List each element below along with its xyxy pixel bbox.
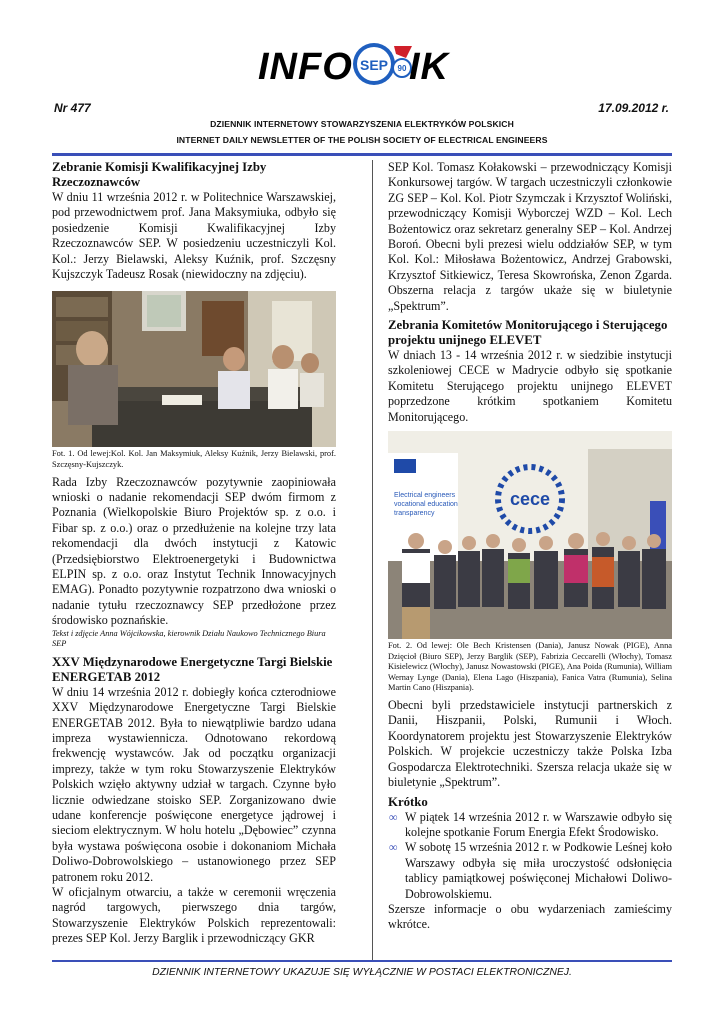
logo-ik-text: IK xyxy=(409,46,449,88)
list-item xyxy=(388,810,672,841)
footer-notice: DZIENNIK INTERNETOWY UKAZUJE SIĘ WYŁĄCZNIE W POSTACI ELEKTRONICZNEJ. xyxy=(152,967,572,978)
photo2-caption: Fot. 2. Od lewej: Ole Bech Kristensen (Dania), Janusz Nowak (PIGE), Anna Dzięcioł (Biuro SEP), Jerzy Barglik (SEP), Fabrizia Ceccarelli (Włochy), Tomasz Kisielewicz (Włochy), Janusz Nowastowski (PIGE), Ana Poida (Rumunia), William Wernay Lynge (Dania), Elena Lago (Hiszpania), Fanica Vatra (Rumunia), Selina Martin Cano (Hiszpania). xyxy=(388,641,672,693)
column-divider xyxy=(372,160,373,960)
infinity-bullet-icon: ∞ xyxy=(389,809,398,824)
article1-paragraph-1: W dniu 11 września 2012 r. w Politechnice Warszawskiej, pod przewodnictwem prof. Jana Maksymiuka, odbyło się posiedzenie Komisji Kwalifikacyjnej Izby Rzeczoznawców SEP. W posiedzeniu uczestniczyli Kol. Kol.: Jerzy Bielawski, Aleksy Kuźnik, prof. Szczęsny Kujszczyk Tadeusz Rosak (niewidoczny na zdjęciu). xyxy=(52,190,336,282)
banner-text: Electrical engineers vocational education transparency xyxy=(394,492,458,518)
article1-title: Zebranie Komisji Kwalifikacyjnej Izby Rzeczoznawców xyxy=(52,160,267,189)
sep-emblem-icon xyxy=(350,38,416,86)
article4-title: Krótko xyxy=(388,794,428,809)
list-item-text: W sobotę 15 września 2012 r. w Podkowie Leśnej koło Warszawy odbyła się miła uroczystość odsłonięcia tablicy pamiątkowej poświęconej Michałowi Doliwo-Dobrowolskiemu. xyxy=(405,840,672,901)
article3-paragraph-1: W dniach 13 - 14 września 2012 r. w siedzibie instytucji szkoleniowej CECE w Madrycie odbyło się spotkanie Komitetu Sterującego projektu unijnego ELEVET poprzedzone krótkim spotkaniem Komitetu Monitorującego. xyxy=(388,348,672,424)
article1-credit: Tekst i zdjęcie Anna Wójcikowska, kierownik Działu Naukowo Technicznego Biura SEP xyxy=(52,628,326,648)
list-item-text: W piątek 14 września 2012 r. w Warszawie odbyło się kolejne spotkanie Forum Energia Efekt Środowisko. xyxy=(405,809,672,839)
right-column xyxy=(388,160,672,933)
photo-committee-meeting xyxy=(52,291,336,447)
subtitle-polish: DZIENNIK INTERNETOWY STOWARZYSZENIA ELEKTRYKÓW POLSKICH xyxy=(210,119,514,129)
article2-paragraph-1: W dniu 14 września 2012 r. dobiegły końca czterodniowe XXV Międzynarodowe Energetyczne Targi Bielskie ENERGETAB 2012. Była to niewątpliwie bardzo udana impreza wystawiennicza. Odnotowano rekordową frekwencję wystawców. Jak od początku organizacji imprezy, także w tym roku Stowarzyszenie Elektryków Polskich wzięło aktywny udział w targach. Czynne było licznie odwiedzane stoisko SEP. Zorganizowano dwie udane konferencje poświęcone energetyce jądrowej i sieciom elektrycznym. W holu hotelu „Dębowiec” czynna była wystawa poświęcona osobie i dokonaniom Michała Doliwo-Dobrowolskiego – ustanowionego przez SEP patronem roku 2012. xyxy=(52,684,336,884)
emblem-text: SEP xyxy=(359,57,389,73)
article1-paragraph-2: Rada Izby Rzeczoznawców pozytywnie zaopiniowała wnioski o nadanie rekomendacji SEP dwóm firmom z Poznania (Wielkopolskie Biuro Projektów sp. z o.o. i Fibar sp. z o.o.) oraz o przedłużenie na kolejne trzy lata rekomendacji dla dwóch instytucji z Katowic (Przedsiębiorstwo Elektroenergetyki i Budownictwa ELPIN sp. z o.o. oraz Instytut Technik Innowacyjnych EMAG). Ponadto pozytywnie rozpatrzono dwa wnioski o nadanie tytułu rzeczoznawcy SEP przedłożone przez środowisko poznańskie. xyxy=(52,474,336,628)
cece-logo-text: cece xyxy=(509,489,551,510)
article2-title: XXV Międzynarodowe Energetyczne Targi Bielskie ENERGETAB 2012 xyxy=(52,654,333,684)
header-divider xyxy=(52,153,672,156)
issue-date: 17.09.2012 r. xyxy=(598,101,669,115)
subtitle-english: INTERNET DAILY NEWSLETTER OF THE POLISH SOCIETY OF ELECTRICAL ENGINEERS xyxy=(176,135,548,145)
article2-paragraph-2: W oficjalnym otwarciu, a także w ceremonii wręczenia nagród targowych, pierwszego dnia targów, Stowarzyszenie Elektryków Polskich reprezentowali: prezes SEP Kol. Jerzy Barglik i przewodniczący GKR xyxy=(52,884,336,946)
article2-paragraph-3: SEP Kol. Tomasz Kołakowski – przewodniczący Komisji Konkursowej targów. W targach uczestniczyli członkowie ZG SEP – Kol. Kol. Piotr Szymczak i Krzysztof Woliński, przewodniczący Komisji Wyborczej WZD – Kol. Lech Bożentowicz oraz sekretarz generalny SEP – Kol. Andrzej Boroń. Obecni byli prezesi wielu oddziałów SEP, w tym Kol. Kol.: Miłosława Bożentowicz, Andrzej Grabowski, Krzysztof Sitkiewicz, Teresa Skowrońska, Zenon Zgarda. Obszerna relacja z targów ukaże się w biuletynie „Spektrum”. xyxy=(388,160,672,313)
left-column xyxy=(52,160,336,947)
short-news-list xyxy=(388,810,672,902)
emblem-badge-text: 90 xyxy=(397,64,407,73)
photo-elevet-meeting xyxy=(388,431,672,639)
article4-closing: Szersze informacje o obu wydarzeniach zamieścimy wkrótce. xyxy=(388,901,672,932)
issue-number: Nr 477 xyxy=(54,101,91,115)
masthead xyxy=(0,38,724,98)
photo1-caption: Fot. 1. Od lewej:Kol. Kol. Jan Maksymiuk, Aleksy Kuźnik, Jerzy Bielawski, prof. Szczęsny-Kujszczyk. xyxy=(52,449,336,470)
logo-info-text: INFO xyxy=(258,46,353,88)
infinity-bullet-icon: ∞ xyxy=(389,840,398,855)
article3-title: Zebrania Komitetów Monitorującego i Sterującego projektu unijnego ELEVET xyxy=(388,318,668,348)
article3-paragraph-2: Obecni byli przedstawiciele instytucji partnerskich z Danii, Hiszpanii, Polski, Rumunii i Włoch. Koordynatorem projektu jest Stowarzyszenie Elektryków Polskich. W projekcie uczestniczy także Polska Izba Gospodarcza Elektrotechniki. Szersza relacja ukaże się w biuletynie „Spektrum”. xyxy=(388,698,672,790)
list-item xyxy=(388,840,672,902)
footer-divider xyxy=(52,960,672,962)
